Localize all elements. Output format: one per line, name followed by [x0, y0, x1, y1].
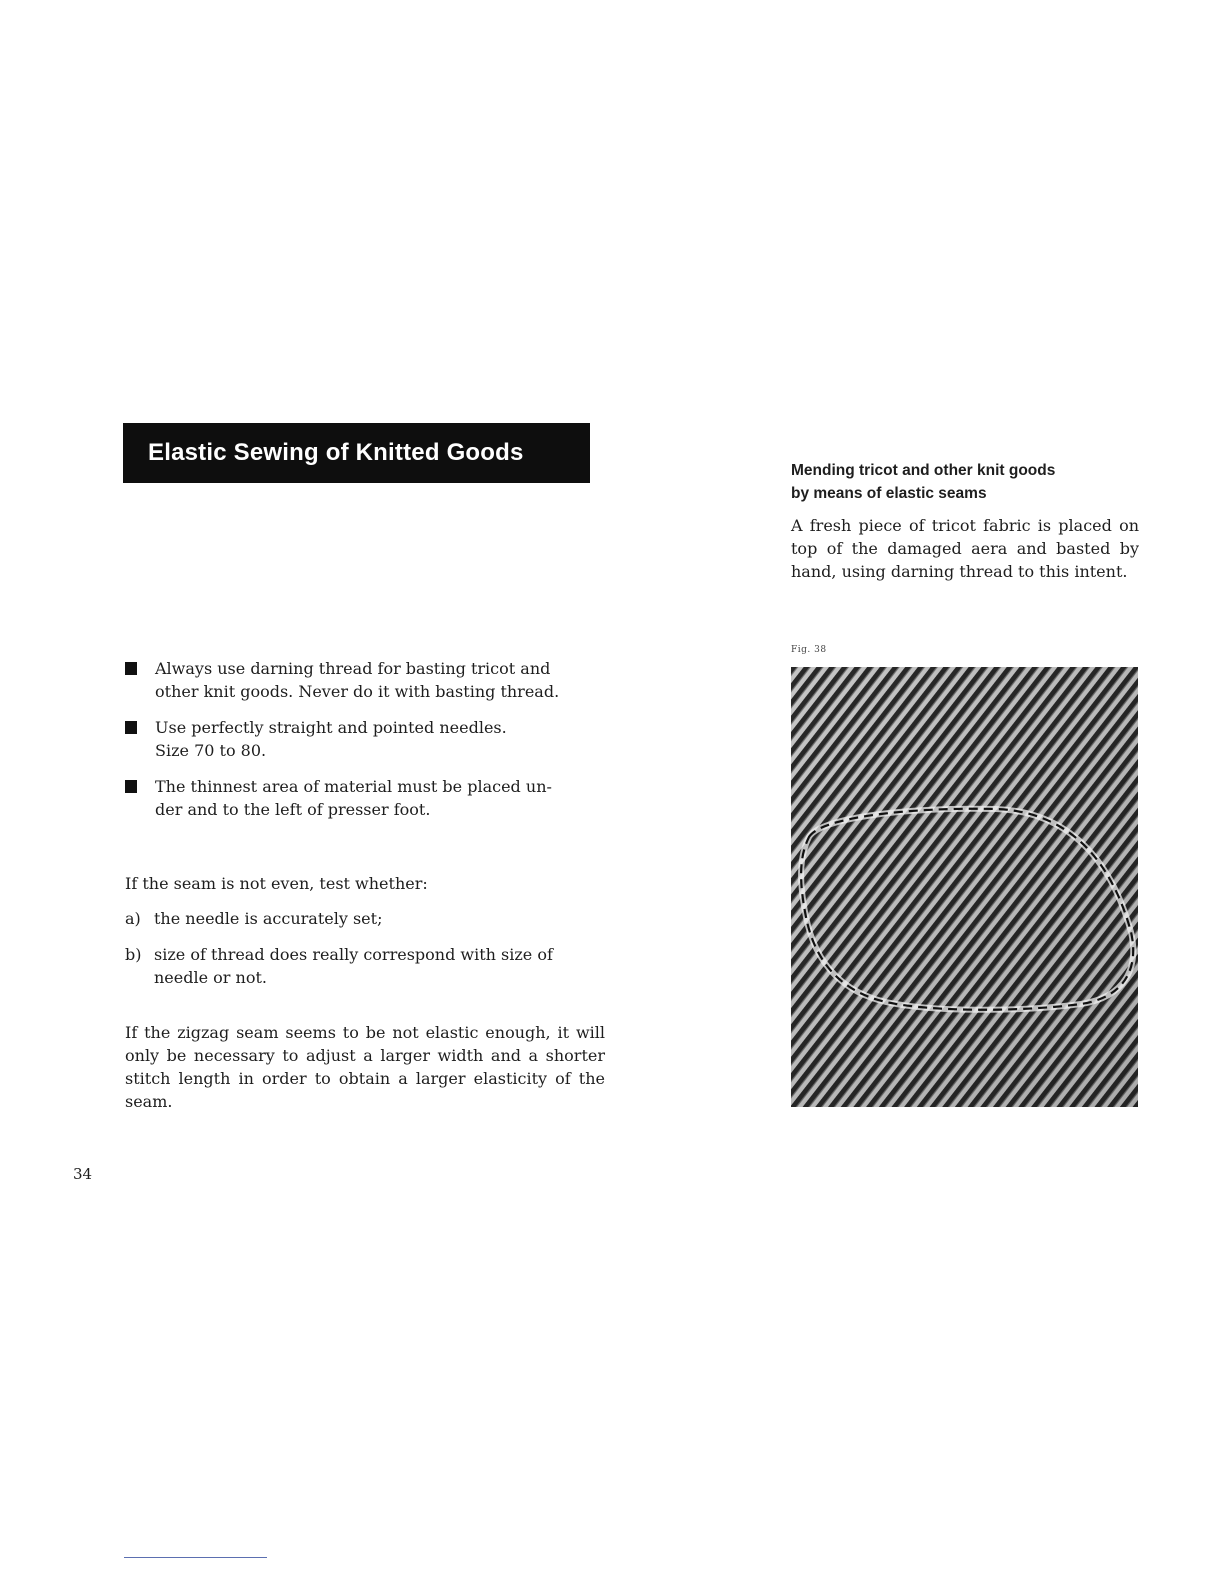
zigzag-note: If the zigzag seam seems to be not elastic enough, it will only be necessary to adjust a larger width and a shorter stitch length in order to obtain a larger elasticity of the seam. [125, 1023, 605, 1111]
bullet-text: Use perfectly straight and pointed needles. Size 70 to 80. [155, 718, 507, 760]
tricot-fabric-photo [791, 667, 1138, 1107]
bullet-text: The thinnest area of material must be placed un- der and to the left of presser foot. [155, 777, 552, 819]
list-item [125, 943, 605, 989]
figure-label: Fig. 38 [791, 645, 827, 655]
list-item [125, 716, 605, 762]
list-item [125, 907, 605, 930]
item-text: the needle is accurately set; [154, 909, 383, 928]
bullet-square-icon [125, 662, 137, 675]
tips-list [125, 657, 605, 834]
test-list [125, 907, 605, 1002]
item-text: size of thread does really correspond with size of needle or not. [154, 945, 553, 987]
bullet-square-icon [125, 780, 137, 793]
page-number: 34 [73, 1165, 93, 1183]
item-label: a) [125, 909, 141, 928]
list-item [125, 657, 605, 703]
item-label: b) [125, 945, 142, 964]
footer-rule [124, 1557, 267, 1558]
section-heading: Mending tricot and other knit goods by means of elastic seams [791, 462, 1056, 502]
page-title: Elastic Sewing of Knitted Goods [123, 423, 590, 483]
test-intro: If the seam is not even, test whether: [125, 874, 428, 893]
bullet-text: Always use darning thread for basting tricot and other knit goods. Never do it with basting thread. [155, 659, 560, 701]
section-intro: A fresh piece of tricot fabric is placed on top of the damaged aera and basted by hand, using darning thread to this intent. [791, 516, 1139, 581]
list-item [125, 775, 605, 821]
bullet-square-icon [125, 721, 137, 734]
